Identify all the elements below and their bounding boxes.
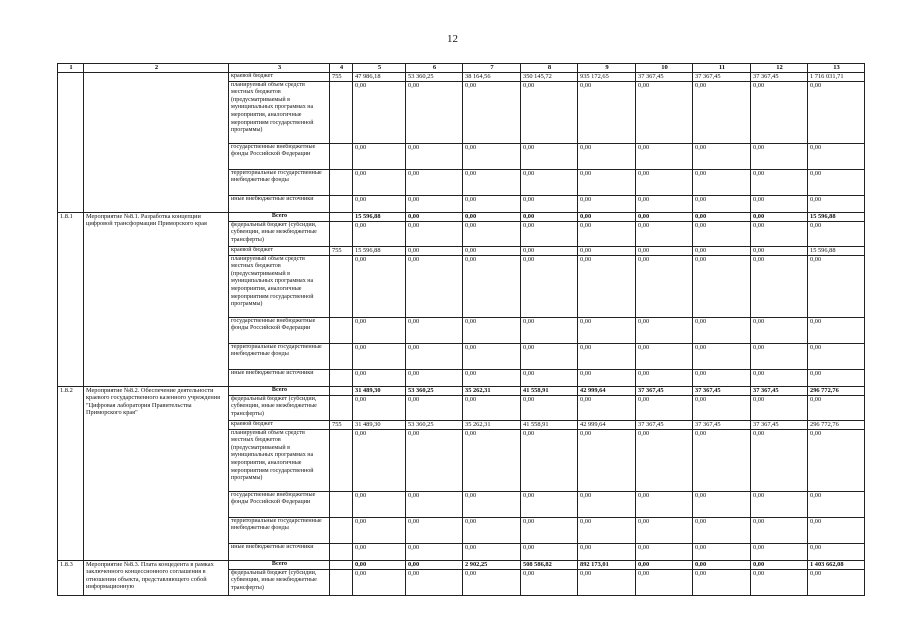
- header-row: [58, 64, 865, 73]
- amount-cell: 31 489,30: [353, 420, 406, 429]
- amount-cell: 0,00: [406, 143, 463, 169]
- measure-code: 1.8.2: [58, 386, 84, 560]
- amount-cell: 0,00: [578, 246, 636, 255]
- amount-cell: 0,00: [636, 569, 693, 595]
- amount-cell: 0,00: [353, 543, 406, 560]
- amount-cell: 0,00: [406, 212, 463, 221]
- amount-cell: 0,00: [693, 212, 751, 221]
- amount-cell: 47 986,18: [353, 73, 406, 82]
- amount-cell: 0,00: [521, 491, 578, 517]
- amount-cell: 0,00: [521, 212, 578, 221]
- measure-title: Мероприятие №8.2. Обеспечение деятельности краевого государственного казенного учреждения "Цифровая лаборатория Правительства Приморского края": [84, 386, 229, 560]
- amount-cell: 935 172,65: [578, 73, 636, 82]
- column-header: 5: [353, 64, 406, 73]
- amount-cell: 0,00: [521, 395, 578, 420]
- amount-cell: 0,00: [751, 369, 808, 386]
- funding-source: иные внебюджетные источники: [229, 369, 330, 386]
- amount-cell: 0,00: [406, 429, 463, 491]
- grbs-code: [330, 221, 353, 246]
- amount-cell: 0,00: [751, 429, 808, 491]
- measure-title: [84, 73, 229, 213]
- amount-cell: 0,00: [521, 543, 578, 560]
- amount-cell: 37 367,45: [751, 420, 808, 429]
- amount-cell: 0,00: [578, 369, 636, 386]
- amount-cell: 0,00: [693, 491, 751, 517]
- amount-cell: 35 262,31: [463, 420, 521, 429]
- amount-cell: 0,00: [406, 255, 463, 317]
- column-header: 11: [693, 64, 751, 73]
- table-row: [58, 386, 865, 395]
- amount-cell: 0,00: [406, 169, 463, 195]
- amount-cell: 0,00: [578, 212, 636, 221]
- measure-code: 1.8.3: [58, 560, 84, 595]
- amount-cell: 42 999,64: [578, 386, 636, 395]
- amount-cell: 2 902,25: [463, 560, 521, 569]
- amount-cell: 0,00: [578, 491, 636, 517]
- amount-cell: 0,00: [406, 246, 463, 255]
- column-header: 7: [463, 64, 521, 73]
- amount-cell: 0,00: [751, 543, 808, 560]
- amount-cell: 0,00: [353, 491, 406, 517]
- funding-source: иные внебюджетные источники: [229, 543, 330, 560]
- grbs-code: 755: [330, 73, 353, 82]
- amount-cell: 0,00: [521, 143, 578, 169]
- amount-cell: 0,00: [636, 517, 693, 543]
- amount-cell: 0,00: [636, 543, 693, 560]
- table-row: [58, 73, 865, 82]
- amount-cell: 0,00: [406, 343, 463, 369]
- amount-cell: 0,00: [808, 569, 865, 595]
- amount-cell: 0,00: [693, 195, 751, 212]
- funding-source: территориальные государственные внебюджетные фонды: [229, 343, 330, 369]
- amount-cell: 0,00: [353, 169, 406, 195]
- amount-cell: 0,00: [751, 517, 808, 543]
- measure-title: Мероприятие №8.3. Плата концедента в рамках заключенного концессионного соглашения в отношении объекта, представляющего собой информационную: [84, 560, 229, 595]
- amount-cell: 0,00: [808, 169, 865, 195]
- amount-cell: 0,00: [693, 317, 751, 343]
- amount-cell: 0,00: [406, 369, 463, 386]
- column-header: 13: [808, 64, 865, 73]
- amount-cell: 0,00: [353, 569, 406, 595]
- table-row: [58, 212, 865, 221]
- amount-cell: 0,00: [463, 81, 521, 143]
- amount-cell: 0,00: [751, 246, 808, 255]
- amount-cell: 508 586,82: [521, 560, 578, 569]
- amount-cell: 0,00: [693, 143, 751, 169]
- grbs-code: [330, 560, 353, 569]
- grbs-code: [330, 343, 353, 369]
- amount-cell: 0,00: [521, 221, 578, 246]
- amount-cell: 0,00: [406, 317, 463, 343]
- grbs-code: [330, 81, 353, 143]
- funding-source: федеральный бюджет (субсидии, субвенции, иные межбюджетные трансферты): [229, 395, 330, 420]
- amount-cell: 0,00: [808, 395, 865, 420]
- amount-cell: 0,00: [353, 517, 406, 543]
- amount-cell: 0,00: [521, 195, 578, 212]
- amount-cell: 0,00: [463, 395, 521, 420]
- funding-source: иные внебюджетные источники: [229, 195, 330, 212]
- amount-cell: 0,00: [353, 317, 406, 343]
- grbs-code: [330, 569, 353, 595]
- amount-cell: 0,00: [751, 212, 808, 221]
- amount-cell: 0,00: [808, 195, 865, 212]
- amount-cell: 0,00: [353, 195, 406, 212]
- funding-source: Всего: [229, 560, 330, 569]
- budget-table: [57, 63, 865, 596]
- amount-cell: 0,00: [693, 569, 751, 595]
- amount-cell: 0,00: [463, 343, 521, 369]
- grbs-code: [330, 543, 353, 560]
- measure-title: Мероприятие №8.1. Разработка концепции цифровой трансформации Приморского края: [84, 212, 229, 386]
- amount-cell: 0,00: [406, 395, 463, 420]
- grbs-code: [330, 491, 353, 517]
- amount-cell: 0,00: [521, 569, 578, 595]
- funding-source: краевой бюджет: [229, 246, 330, 255]
- amount-cell: 0,00: [808, 429, 865, 491]
- amount-cell: 37 367,45: [636, 420, 693, 429]
- amount-cell: 0,00: [636, 221, 693, 246]
- amount-cell: 0,00: [636, 169, 693, 195]
- amount-cell: 0,00: [693, 543, 751, 560]
- amount-cell: 41 558,91: [521, 386, 578, 395]
- column-header: 12: [751, 64, 808, 73]
- amount-cell: 0,00: [406, 195, 463, 212]
- amount-cell: 0,00: [808, 143, 865, 169]
- amount-cell: 0,00: [578, 255, 636, 317]
- amount-cell: 0,00: [808, 81, 865, 143]
- amount-cell: 53 360,25: [406, 420, 463, 429]
- column-header: 6: [406, 64, 463, 73]
- amount-cell: 0,00: [808, 255, 865, 317]
- amount-cell: 0,00: [636, 491, 693, 517]
- amount-cell: 0,00: [353, 81, 406, 143]
- amount-cell: 0,00: [521, 246, 578, 255]
- amount-cell: 0,00: [751, 81, 808, 143]
- amount-cell: 0,00: [463, 143, 521, 169]
- amount-cell: 0,00: [521, 255, 578, 317]
- column-header: 9: [578, 64, 636, 73]
- amount-cell: 0,00: [636, 195, 693, 212]
- funding-source: планируемый объем средств местных бюджетов (предусматриваемый в муниципальных программах на мероприятия, аналогичные мероприятиям государственной программы): [229, 255, 330, 317]
- amount-cell: 0,00: [578, 195, 636, 212]
- amount-cell: 15 596,88: [808, 246, 865, 255]
- table-body: [58, 73, 865, 596]
- amount-cell: 0,00: [463, 212, 521, 221]
- amount-cell: 0,00: [808, 517, 865, 543]
- amount-cell: 0,00: [636, 369, 693, 386]
- amount-cell: 0,00: [353, 343, 406, 369]
- column-header: 4: [330, 64, 353, 73]
- amount-cell: 0,00: [521, 169, 578, 195]
- amount-cell: 0,00: [353, 369, 406, 386]
- amount-cell: 0,00: [693, 429, 751, 491]
- funding-source: планируемый объем средств местных бюджетов (предусматриваемый в муниципальных программах на мероприятия, аналогичные мероприятиям государственной программы): [229, 81, 330, 143]
- funding-source: государственные внебюджетные фонды Российской Федерации: [229, 491, 330, 517]
- amount-cell: 0,00: [808, 343, 865, 369]
- amount-cell: 0,00: [353, 143, 406, 169]
- amount-cell: 0,00: [406, 491, 463, 517]
- amount-cell: 0,00: [578, 569, 636, 595]
- amount-cell: 0,00: [406, 517, 463, 543]
- amount-cell: 892 173,01: [578, 560, 636, 569]
- funding-source: краевой бюджет: [229, 73, 330, 82]
- amount-cell: 0,00: [463, 517, 521, 543]
- amount-cell: 0,00: [693, 255, 751, 317]
- amount-cell: 0,00: [463, 255, 521, 317]
- grbs-code: 755: [330, 246, 353, 255]
- amount-cell: 0,00: [521, 429, 578, 491]
- grbs-code: [330, 143, 353, 169]
- amount-cell: 0,00: [636, 317, 693, 343]
- amount-cell: 0,00: [353, 221, 406, 246]
- column-header: 3: [229, 64, 330, 73]
- amount-cell: 0,00: [578, 169, 636, 195]
- grbs-code: [330, 195, 353, 212]
- amount-cell: 0,00: [636, 343, 693, 369]
- amount-cell: 0,00: [406, 560, 463, 569]
- amount-cell: 37 367,45: [636, 386, 693, 395]
- amount-cell: 0,00: [406, 543, 463, 560]
- amount-cell: 0,00: [578, 343, 636, 369]
- amount-cell: 0,00: [751, 169, 808, 195]
- grbs-code: [330, 429, 353, 491]
- funding-source: Всего: [229, 212, 330, 221]
- amount-cell: 0,00: [808, 221, 865, 246]
- amount-cell: 0,00: [636, 143, 693, 169]
- funding-source: территориальные государственные внебюджетные фонды: [229, 517, 330, 543]
- amount-cell: 0,00: [463, 221, 521, 246]
- amount-cell: 0,00: [751, 195, 808, 212]
- funding-source: федеральный бюджет (субсидии, субвенции, иные межбюджетные трансферты): [229, 569, 330, 595]
- column-header: 2: [84, 64, 229, 73]
- amount-cell: 0,00: [353, 560, 406, 569]
- amount-cell: 0,00: [463, 569, 521, 595]
- amount-cell: 0,00: [751, 317, 808, 343]
- amount-cell: 37 367,45: [636, 73, 693, 82]
- amount-cell: 0,00: [578, 81, 636, 143]
- amount-cell: 0,00: [578, 143, 636, 169]
- amount-cell: 0,00: [751, 491, 808, 517]
- amount-cell: 0,00: [463, 169, 521, 195]
- funding-source: территориальные государственные внебюджетные фонды: [229, 169, 330, 195]
- amount-cell: 0,00: [808, 369, 865, 386]
- amount-cell: 31 489,30: [353, 386, 406, 395]
- amount-cell: 0,00: [521, 369, 578, 386]
- amount-cell: 0,00: [353, 255, 406, 317]
- grbs-code: [330, 369, 353, 386]
- grbs-code: [330, 386, 353, 395]
- amount-cell: 0,00: [751, 395, 808, 420]
- amount-cell: 0,00: [406, 569, 463, 595]
- column-header: 8: [521, 64, 578, 73]
- amount-cell: 0,00: [463, 317, 521, 343]
- amount-cell: 15 596,88: [353, 246, 406, 255]
- amount-cell: 0,00: [693, 246, 751, 255]
- amount-cell: 53 360,25: [406, 386, 463, 395]
- amount-cell: 0,00: [693, 343, 751, 369]
- amount-cell: 0,00: [463, 429, 521, 491]
- page-number: 12: [447, 33, 458, 45]
- amount-cell: 0,00: [693, 369, 751, 386]
- amount-cell: 0,00: [693, 395, 751, 420]
- amount-cell: 296 772,76: [808, 420, 865, 429]
- amount-cell: 350 145,72: [521, 73, 578, 82]
- amount-cell: 0,00: [353, 429, 406, 491]
- amount-cell: 0,00: [463, 246, 521, 255]
- amount-cell: 0,00: [521, 81, 578, 143]
- amount-cell: 0,00: [808, 317, 865, 343]
- amount-cell: 0,00: [463, 543, 521, 560]
- amount-cell: 0,00: [353, 395, 406, 420]
- amount-cell: 37 367,45: [693, 73, 751, 82]
- amount-cell: 0,00: [808, 491, 865, 517]
- amount-cell: 0,00: [578, 221, 636, 246]
- amount-cell: 37 367,45: [693, 420, 751, 429]
- amount-cell: 35 262,31: [463, 386, 521, 395]
- amount-cell: 0,00: [693, 81, 751, 143]
- grbs-code: [330, 517, 353, 543]
- amount-cell: 0,00: [636, 395, 693, 420]
- funding-source: Всего: [229, 386, 330, 395]
- amount-cell: 37 367,45: [693, 386, 751, 395]
- amount-cell: 0,00: [636, 246, 693, 255]
- amount-cell: 0,00: [578, 543, 636, 560]
- amount-cell: 0,00: [751, 143, 808, 169]
- amount-cell: 0,00: [693, 169, 751, 195]
- amount-cell: 0,00: [693, 560, 751, 569]
- amount-cell: 15 596,88: [353, 212, 406, 221]
- amount-cell: 0,00: [521, 517, 578, 543]
- funding-source: государственные внебюджетные фонды Российской Федерации: [229, 143, 330, 169]
- amount-cell: 42 999,64: [578, 420, 636, 429]
- funding-source: государственные внебюджетные фонды Российской Федерации: [229, 317, 330, 343]
- measure-code: 1.8.1: [58, 212, 84, 386]
- grbs-code: [330, 212, 353, 221]
- amount-cell: 0,00: [693, 517, 751, 543]
- amount-cell: 0,00: [521, 343, 578, 369]
- amount-cell: 0,00: [578, 395, 636, 420]
- grbs-code: [330, 255, 353, 317]
- column-header: 10: [636, 64, 693, 73]
- amount-cell: 0,00: [636, 560, 693, 569]
- amount-cell: 38 164,56: [463, 73, 521, 82]
- grbs-code: 755: [330, 420, 353, 429]
- amount-cell: 0,00: [636, 255, 693, 317]
- amount-cell: 296 772,76: [808, 386, 865, 395]
- funding-source: федеральный бюджет (субсидии, субвенции, иные межбюджетные трансферты): [229, 221, 330, 246]
- amount-cell: 37 367,45: [751, 386, 808, 395]
- funding-source: краевой бюджет: [229, 420, 330, 429]
- amount-cell: 0,00: [406, 81, 463, 143]
- amount-cell: 0,00: [578, 429, 636, 491]
- amount-cell: 0,00: [463, 195, 521, 212]
- amount-cell: 37 367,45: [751, 73, 808, 82]
- amount-cell: 0,00: [578, 317, 636, 343]
- amount-cell: 0,00: [751, 255, 808, 317]
- amount-cell: 0,00: [463, 491, 521, 517]
- amount-cell: 53 360,25: [406, 73, 463, 82]
- amount-cell: 0,00: [521, 317, 578, 343]
- amount-cell: 41 558,91: [521, 420, 578, 429]
- amount-cell: 0,00: [578, 517, 636, 543]
- measure-code: [58, 73, 84, 213]
- grbs-code: [330, 317, 353, 343]
- amount-cell: 0,00: [636, 81, 693, 143]
- column-header: 1: [58, 64, 84, 73]
- amount-cell: 0,00: [463, 369, 521, 386]
- amount-cell: 15 596,88: [808, 212, 865, 221]
- amount-cell: 1 716 031,71: [808, 73, 865, 82]
- amount-cell: 1 403 662,08: [808, 560, 865, 569]
- amount-cell: 0,00: [751, 343, 808, 369]
- grbs-code: [330, 169, 353, 195]
- grbs-code: [330, 395, 353, 420]
- amount-cell: 0,00: [751, 221, 808, 246]
- amount-cell: 0,00: [751, 569, 808, 595]
- amount-cell: 0,00: [751, 560, 808, 569]
- table-row: [58, 560, 865, 569]
- amount-cell: 0,00: [636, 212, 693, 221]
- amount-cell: 0,00: [808, 543, 865, 560]
- funding-source: планируемый объем средств местных бюджетов (предусматриваемый в муниципальных программах на мероприятия, аналогичные мероприятиям государственной программы): [229, 429, 330, 491]
- amount-cell: 0,00: [406, 221, 463, 246]
- amount-cell: 0,00: [693, 221, 751, 246]
- amount-cell: 0,00: [636, 429, 693, 491]
